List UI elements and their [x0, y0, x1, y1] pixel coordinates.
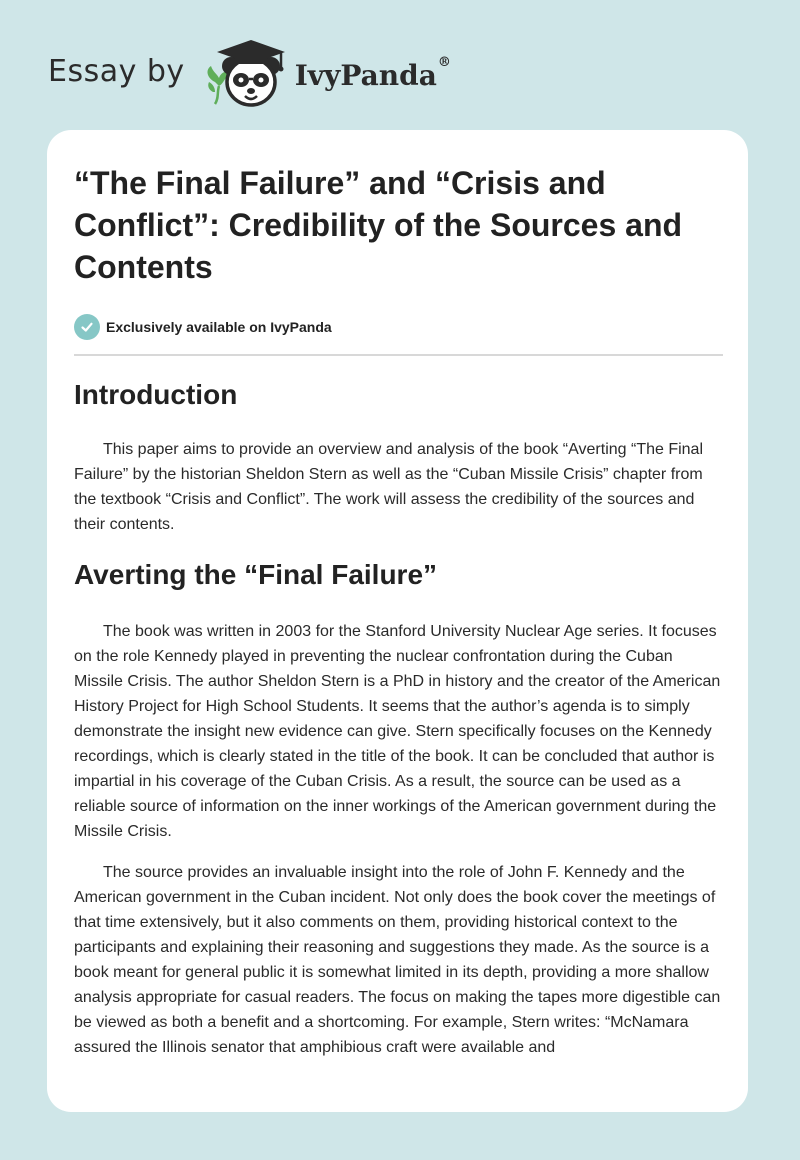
- section-heading-averting: Averting the “Final Failure”: [74, 559, 438, 590]
- essay-card: [47, 130, 748, 1112]
- site-header: [48, 34, 451, 114]
- check-circle-icon: [74, 314, 100, 340]
- title-divider: [74, 354, 723, 356]
- paragraph: The source provides an invaluable insight into the role of John F. Kennedy and the American government in the Cuban incident. Not only does the book cover the meetings of that time extensively, but it also comments on them, providing historical context to the participants and explaining their reasoning and suggestions they made. As the source is a book meant for general public it is somewhat limited in its depth, providing a more shallow analysis appropriate for casual readers. The focus on making the tapes more digestible can be viewed as both a benefit and a shortcoming. For example, Stern writes: “McNamara assured the Illinois senator that amphibious craft were available and: [74, 864, 721, 1056]
- panda-graduate-icon: [201, 34, 291, 114]
- paragraph: This paper aims to provide an overview and analysis of the book “Averting “The Final Failure” by the historian Sheldon Stern as well as the “Cuban Missile Crisis” chapter from the textbook “Crisis and Conflict”. The work will assess the credibility of the sources and their contents.: [74, 441, 704, 533]
- section-heading-introduction: Introduction: [74, 379, 238, 410]
- brand-name: IvyPanda®: [294, 54, 451, 92]
- essay-content: [74, 162, 723, 1060]
- paragraph: The book was written in 2003 for the Stanford University Nuclear Age series. It focuses on the role Kennedy played in preventing the nuclear confrontation during the Cuban Missile Crisis. The author Sheldon Stern is a PhD in history and the creator of the American History Project for High School Students. It seems that the author’s agenda is to simply demonstrate the insight new evidence can give. Stern specifically focuses on the Kennedy recordings, which is clearly stated in the title of the book. It can be concluded that author is impartial in his coverage of the Cuban Crisis. As a result, the source can be used as a reliable source of information on the inner workings of the American government during the Missile Crisis.: [74, 623, 721, 840]
- essay-title: “The Final Failure” and “Crisis and Conflict”: Credibility of the Sources and Contents: [74, 165, 683, 285]
- registered-mark: ®: [437, 54, 451, 70]
- exclusive-badge: [74, 314, 723, 340]
- essay-by-label: Essay by: [48, 53, 185, 89]
- exclusive-label: Exclusively available on IvyPanda: [106, 319, 332, 335]
- ivypanda-logo-link[interactable]: [201, 34, 451, 114]
